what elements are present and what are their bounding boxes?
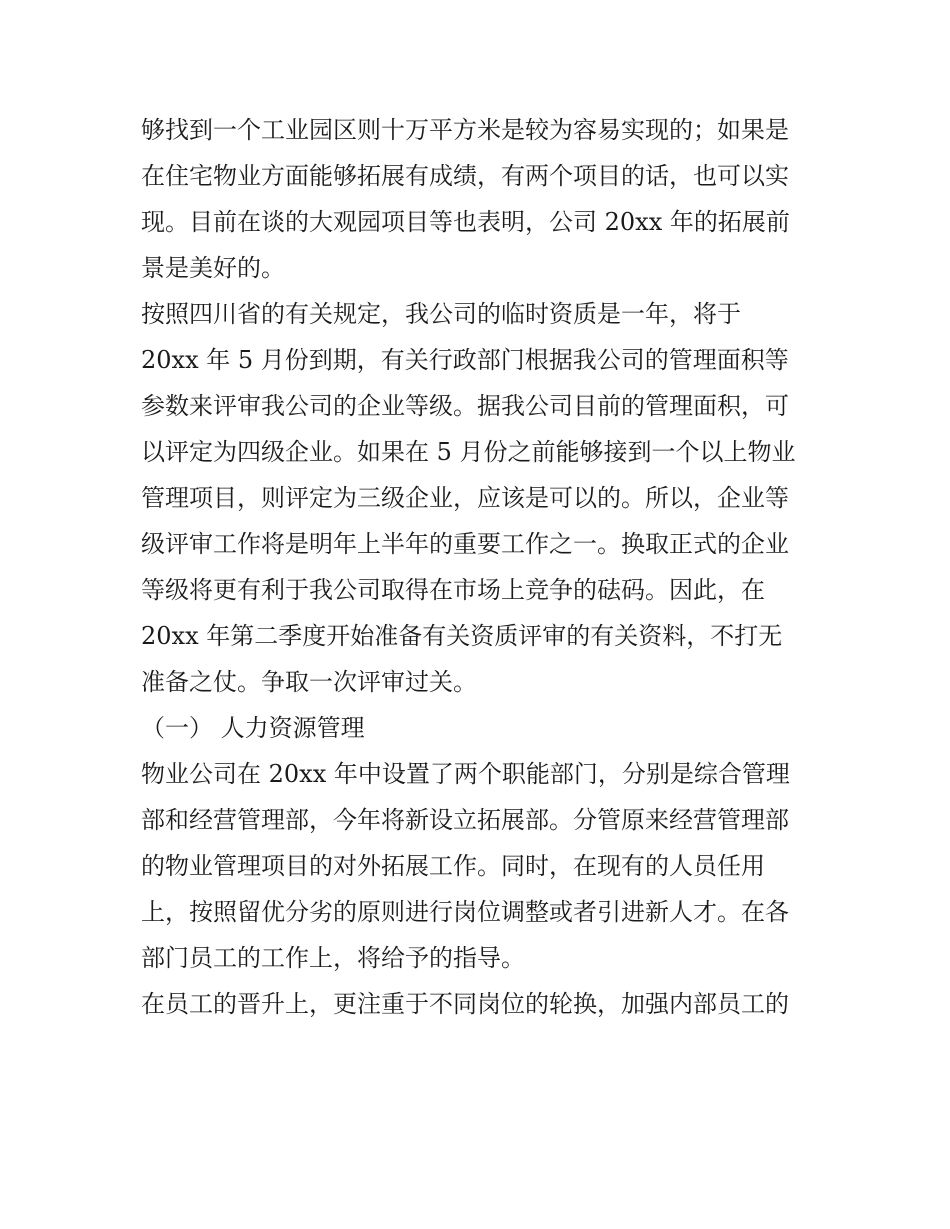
text-line: 的物业管理项目的对外拓展工作。同时，在现有的人员任用: [141, 852, 765, 880]
text-line: 20xx 年 5 月份到期，有关行政部门根据我公司的管理面积等: [141, 346, 789, 374]
text-line: 在住宅物业方面能够拓展有成绩，有两个项目的话，也可以实: [141, 162, 789, 190]
body-text: [141, 107, 821, 1027]
text-line: 等级将更有利于我公司取得在市场上竞争的砝码。因此，在: [141, 576, 765, 604]
text-line: 部和经营管理部，今年将新设立拓展部。分管原来经营管理部: [141, 806, 789, 834]
text-line: 景是美好的。: [141, 254, 285, 282]
text-line: 现。目前在谈的大观园项目等也表明，公司 20xx 年的拓展前: [141, 208, 790, 236]
text-line: 管理项目，则评定为三级企业，应该是可以的。所以，企业等: [141, 484, 789, 512]
text-line: 部门员工的工作上，将给予的指导。: [141, 944, 525, 972]
text-line: 在员工的晋升上，更注重于不同岗位的轮换，加强内部员工的: [141, 990, 789, 1018]
section-heading: （一） 人力资源管理: [141, 714, 365, 742]
text-line: 按照四川省的有关规定，我公司的临时资质是一年，将于: [141, 300, 741, 328]
text-line: 物业公司在 20xx 年中设置了两个职能部门，分别是综合管理: [141, 760, 790, 788]
text-line: 够找到一个工业园区则十万平方米是较为容易实现的；如果是: [141, 116, 789, 144]
text-line: 准备之仗。争取一次评审过关。: [141, 668, 477, 696]
text-line: 上，按照留优分劣的原则进行岗位调整或者引进新人才。在各: [141, 898, 789, 926]
text-line: 以评定为四级企业。如果在 5 月份之前能够接到一个以上物业: [141, 438, 796, 466]
text-line: 20xx 年第二季度开始准备有关资质评审的有关资料，不打无: [141, 622, 783, 650]
text-line: 参数来评审我公司的企业等级。据我公司目前的管理面积，可: [141, 392, 789, 420]
text-line: 级评审工作将是明年上半年的重要工作之一。换取正式的企业: [141, 530, 789, 558]
